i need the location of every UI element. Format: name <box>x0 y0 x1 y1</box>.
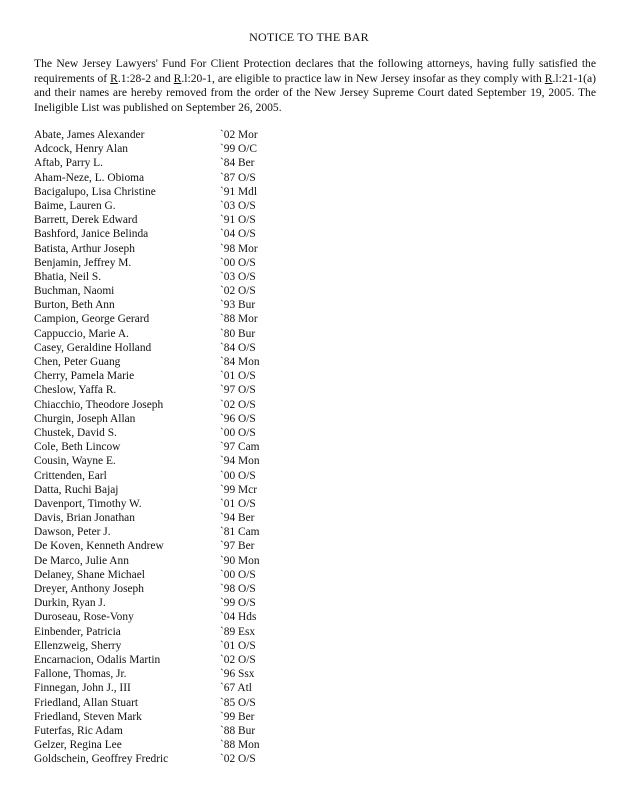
attorney-row <box>34 568 594 582</box>
attorney-name: Cheslow, Yaffa R. <box>34 384 117 397</box>
attorney-row <box>34 213 594 227</box>
attorney-name: Adcock, Henry Alan <box>34 143 128 156</box>
attorney-admission-code: `91 Mdl <box>220 185 258 198</box>
attorney-row <box>34 696 594 710</box>
attorney-name: Abate, James Alexander <box>34 129 145 141</box>
attorney-name: Einbender, Patricia <box>34 625 121 638</box>
attorney-name: Benjamin, Jeffrey M. <box>34 256 132 269</box>
attorney-row <box>34 128 594 142</box>
attorney-admission-code: `94 Mon <box>220 455 260 468</box>
attorney-row <box>34 497 594 511</box>
attorney-row <box>34 582 594 596</box>
attorney-name: Crittenden, Earl <box>34 469 107 482</box>
attorney-admission-code: `01 O/S <box>220 497 256 510</box>
attorney-name: Friedland, Steven Mark <box>34 710 142 723</box>
attorney-row <box>34 625 594 639</box>
attorney-row <box>34 469 594 483</box>
attorney-name: Bhatia, Neil S. <box>34 270 102 283</box>
attorney-admission-code: `01 O/S <box>220 370 256 383</box>
attorney-row <box>34 483 594 497</box>
attorney-row <box>34 738 594 752</box>
attorney-list <box>34 128 594 766</box>
attorney-admission-code: `84 Mon <box>220 356 260 368</box>
attorney-row <box>34 440 594 454</box>
attorney-row <box>34 426 594 440</box>
attorney-admission-code: `87 O/S <box>220 171 256 184</box>
attorney-admission-code: `97 Ber <box>220 540 255 553</box>
attorney-name: Dawson, Peter J. <box>34 526 111 539</box>
attorney-row <box>34 227 594 241</box>
attorney-row <box>34 256 594 270</box>
attorney-row <box>34 681 594 695</box>
attorney-name: Cappuccio, Marie A. <box>34 327 129 340</box>
attorney-admission-code: `88 Mor <box>220 313 258 326</box>
attorney-name: Finnegan, John J., III <box>34 682 131 695</box>
attorney-row <box>34 270 594 284</box>
attorney-admission-code: `97 Cam <box>220 441 260 454</box>
attorney-row <box>34 639 594 653</box>
page-title: NOTICE TO THE BAR <box>249 30 369 44</box>
attorney-row <box>34 398 594 412</box>
attorney-admission-code: `94 Ber <box>220 512 255 525</box>
attorney-admission-code: `84 O/S <box>220 341 256 354</box>
attorney-name: Cole, Beth Lincow <box>34 441 121 454</box>
intro-text-4: .l:21-1(a) and their names are hereby removed from the order of the New Jersey Supreme Court dated September 19, 2005. The Ineligible List was published on September 26, 2005. <box>34 71 596 114</box>
attorney-admission-code: `00 O/S <box>220 568 256 581</box>
attorney-admission-code: `00 O/S <box>220 469 256 482</box>
attorney-row <box>34 596 594 610</box>
attorney-row <box>34 369 594 383</box>
attorney-admission-code: `84 Ber <box>220 157 255 170</box>
attorney-row <box>34 724 594 738</box>
attorney-admission-code: `02 O/S <box>220 398 256 411</box>
attorney-name: Dreyer, Anthony Joseph <box>34 583 144 595</box>
attorney-name: Gelzer, Regina Lee <box>34 739 122 752</box>
attorney-name: Aftab, Parry L. <box>34 157 103 170</box>
attorney-name: Casey, Geraldine Holland <box>34 341 152 354</box>
intro-text-2: .1:28-2 and <box>117 71 174 85</box>
attorney-admission-code: `02 O/S <box>220 753 256 766</box>
attorney-admission-code: `81 Cam <box>220 526 260 539</box>
rule-letter-2: R <box>173 71 182 85</box>
attorney-name: Duroseau, Rose-Vony <box>34 611 134 624</box>
attorney-admission-code: `00 O/S <box>220 256 256 269</box>
attorney-admission-code: `88 Bur <box>220 724 256 737</box>
attorney-row <box>34 327 594 341</box>
attorney-name: Durkin, Ryan J. <box>34 597 106 610</box>
attorney-row <box>34 511 594 525</box>
attorney-admission-code: `04 Hds <box>220 611 257 624</box>
attorney-row <box>34 710 594 724</box>
intro-text-3: .l:20-1, are eligible to practice law in New Jersey insofar as they comply with <box>181 71 545 85</box>
attorney-admission-code: `02 O/S <box>220 653 256 666</box>
attorney-admission-code: `96 O/S <box>220 412 256 425</box>
attorney-row <box>34 341 594 355</box>
attorney-row <box>34 242 594 256</box>
attorney-admission-code: `96 Ssx <box>220 668 255 681</box>
attorney-admission-code: `00 O/S <box>220 426 256 439</box>
attorney-admission-code: `99 Ber <box>220 710 255 723</box>
attorney-name: Encarnacion, Odalis Martin <box>34 653 161 666</box>
attorney-admission-code: `03 O/S <box>220 270 256 283</box>
attorney-admission-code: `90 Mon <box>220 554 260 567</box>
attorney-name: Friedland, Allan Stuart <box>34 696 139 709</box>
attorney-row <box>34 610 594 624</box>
attorney-admission-code: `98 O/S <box>220 583 256 595</box>
attorney-row <box>34 667 594 681</box>
attorney-name: Barrett, Derek Edward <box>34 214 138 227</box>
attorney-name: Cousin, Wayne E. <box>34 455 116 468</box>
attorney-name: Datta, Ruchi Bajaj <box>34 483 119 496</box>
attorney-name: Delaney, Shane Michael <box>34 568 145 581</box>
attorney-admission-code: `98 Mor <box>220 242 258 255</box>
attorney-row <box>34 525 594 539</box>
attorney-row <box>34 554 594 568</box>
attorney-name: Bacigalupo, Lisa Christine <box>34 185 156 198</box>
attorney-name: De Koven, Kenneth Andrew <box>34 540 164 553</box>
attorney-row <box>34 383 594 397</box>
attorney-name: Fallone, Thomas, Jr. <box>34 668 127 681</box>
attorney-name: Baime, Lauren G. <box>34 199 116 212</box>
attorney-name: Churgin, Joseph Allan <box>34 412 136 425</box>
attorney-admission-code: `91 O/S <box>220 214 256 227</box>
attorney-name: Aham-Neze, L. Obioma <box>34 171 145 184</box>
attorney-row <box>34 185 594 199</box>
attorney-row <box>34 312 594 326</box>
attorney-admission-code: `02 Mor <box>220 129 258 141</box>
attorney-row <box>34 752 594 766</box>
attorney-row <box>34 156 594 170</box>
rule-letter-3: R <box>544 71 553 85</box>
attorney-name: Buchman, Naomi <box>34 285 115 298</box>
attorney-name: Futerfas, Ric Adam <box>34 724 123 737</box>
rule-letter-1: R <box>110 71 118 85</box>
attorney-row <box>34 199 594 213</box>
attorney-row <box>34 355 594 369</box>
attorney-name: Davis, Brian Jonathan <box>34 512 135 525</box>
attorney-name: Cherry, Pamela Marie <box>34 370 135 383</box>
attorney-admission-code: `67 Atl <box>220 682 252 695</box>
attorney-name: Burton, Beth Ann <box>34 299 115 312</box>
attorney-admission-code: `80 Bur <box>220 327 256 340</box>
attorney-name: Davenport, Timothy W. <box>34 497 142 510</box>
attorney-admission-code: `97 O/S <box>220 384 256 397</box>
intro-text-1: The New Jersey Lawyers' Fund For Client Protection declares that the following attorneys, having fully satisfied the requirements of <box>34 57 596 85</box>
attorney-admission-code: `04 O/S <box>220 228 256 241</box>
attorney-admission-code: `89 Esx <box>220 625 256 638</box>
attorney-name: Campion, George Gerard <box>34 313 150 326</box>
attorney-admission-code: `88 Mon <box>220 739 260 752</box>
attorney-name: Chustek, David S. <box>34 426 117 439</box>
attorney-admission-code: `99 Mcr <box>220 483 258 496</box>
attorney-row <box>34 454 594 468</box>
intro-paragraph <box>34 57 596 115</box>
attorney-admission-code: `93 Bur <box>220 299 256 312</box>
attorney-admission-code: `02 O/S <box>220 285 256 298</box>
attorney-row <box>34 142 594 156</box>
attorney-row <box>34 539 594 553</box>
attorney-name: Ellenzweig, Sherry <box>34 639 122 652</box>
attorney-row <box>34 284 594 298</box>
attorney-admission-code: `01 O/S <box>220 639 256 652</box>
attorney-row <box>34 171 594 185</box>
attorney-name: Goldschein, Geoffrey Fredric <box>34 753 169 766</box>
attorney-admission-code: `85 O/S <box>220 696 256 709</box>
attorney-name: De Marco, Julie Ann <box>34 554 129 567</box>
attorney-name: Chen, Peter Guang <box>34 356 121 368</box>
attorney-name: Bashford, Janice Belinda <box>34 228 149 241</box>
attorney-name: Batista, Arthur Joseph <box>34 242 135 255</box>
attorney-admission-code: `03 O/S <box>220 199 256 212</box>
attorney-row <box>34 412 594 426</box>
attorney-row <box>34 653 594 667</box>
attorney-admission-code: `99 O/C <box>220 143 258 156</box>
attorney-row <box>34 298 594 312</box>
attorney-name: Chiacchio, Theodore Joseph <box>34 398 164 411</box>
attorney-admission-code: `99 O/S <box>220 597 256 610</box>
